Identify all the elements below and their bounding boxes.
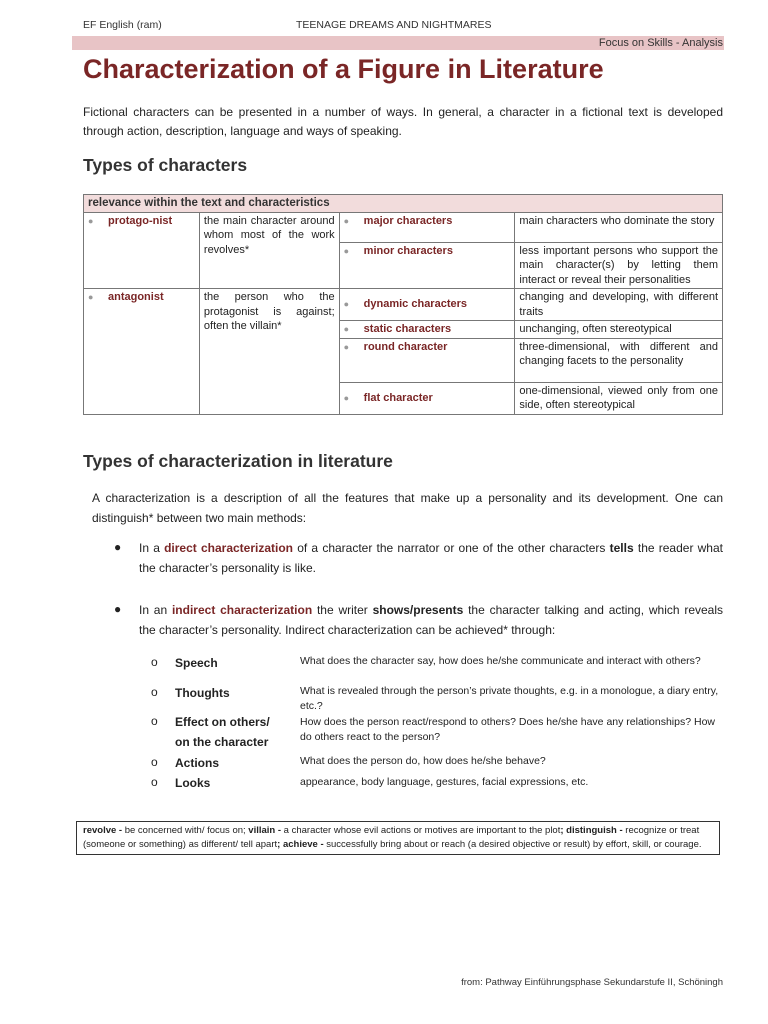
circle-bullet-icon: o bbox=[151, 655, 158, 669]
characterization-intro: A characterization is a description of all the features that make up a personality and its development. One can distinguish* between two main methods: bbox=[92, 491, 723, 525]
method-label: Thoughts bbox=[175, 686, 230, 700]
bullet-icon: ● bbox=[114, 602, 122, 616]
types-heading: Types of characters bbox=[83, 155, 248, 175]
header-center: TEENAGE DREAMS AND NIGHTMARES bbox=[296, 19, 492, 31]
circle-bullet-icon: o bbox=[151, 755, 158, 769]
table-row: ● antagonist bbox=[84, 289, 200, 415]
method-desc: What does the person do, how does he/she behave? bbox=[300, 755, 546, 767]
header-left: EF English (ram) bbox=[83, 19, 162, 31]
direct-characterization-item: In a direct characterization of a character the narrator or one of the other characters tells the reader what the character’s personality is like. bbox=[139, 541, 723, 575]
method-desc: What is revealed through the person’s private thoughts, e.g. in a monologue, a diary entry, etc.? bbox=[300, 685, 719, 712]
circle-bullet-icon: o bbox=[151, 714, 158, 728]
indirect-characterization-item: In an indirect characterization the writer shows/presents the character talking and acting, which reveals the character’s personality. Indirect characterization can be achieved* through: bbox=[139, 603, 724, 637]
source-footer: from: Pathway Einführungsphase Sekundarstufe II, Schöningh bbox=[461, 977, 723, 988]
intro-paragraph: Fictional characters can be presented in a number of ways. In general, a character in a fictional text is developed through action, description, language and ways of speaking. bbox=[83, 105, 723, 138]
method-label: Speech bbox=[175, 656, 218, 670]
method-desc: appearance, body language, gestures, facial expressions, etc. bbox=[300, 776, 589, 788]
characterization-heading: Types of characterization in literature bbox=[83, 451, 393, 471]
method-desc: What does the character say, how does he/she communicate and interact with others? bbox=[300, 655, 701, 667]
method-label: Actions bbox=[175, 756, 220, 770]
table-row: ● protago-nist bbox=[84, 212, 200, 289]
table-header: relevance within the text and characteristics bbox=[84, 195, 723, 213]
circle-bullet-icon: o bbox=[151, 775, 158, 789]
method-label: Effect on others/ on the character bbox=[175, 715, 270, 749]
circle-bullet-icon: o bbox=[151, 685, 158, 699]
types-table: relevance within the text and characteristics ● protago-nist the main character around whom most of the work revolves* ● major characters main characters who dominate the story ● minor characters less important persons who support the main character(s) by letting them interact or reveal their personalities ● antagonist the person who the protagonist is against; often the villain* ● dynamic characters changing and developing, with different traits ● static characters unchanging, often stereotypical ● round character three-dimensional, with different and changing facets to the personality ● flat character one-dimensional, viewed only from one side, often stereotypical bbox=[83, 194, 723, 415]
page-title: Characterization of a Figure in Literature bbox=[83, 54, 604, 84]
method-label: Looks bbox=[175, 776, 211, 790]
bullet-icon: ● bbox=[114, 540, 122, 554]
section-label: Focus on Skills - Analysis bbox=[598, 37, 723, 49]
method-desc: How does the person react/respond to others? Does he/she have any relationships? How do others react to the person? bbox=[300, 716, 715, 743]
glossary-box: revolve - be concerned with/ focus on; villain - a character whose evil actions or motives are important to the plot; distinguish - recognize or treat (someone or something) as different/ tell apart; achieve - successfully bring about or reach (a desired objective or result) by effort, skill, or courage. bbox=[76, 821, 720, 855]
